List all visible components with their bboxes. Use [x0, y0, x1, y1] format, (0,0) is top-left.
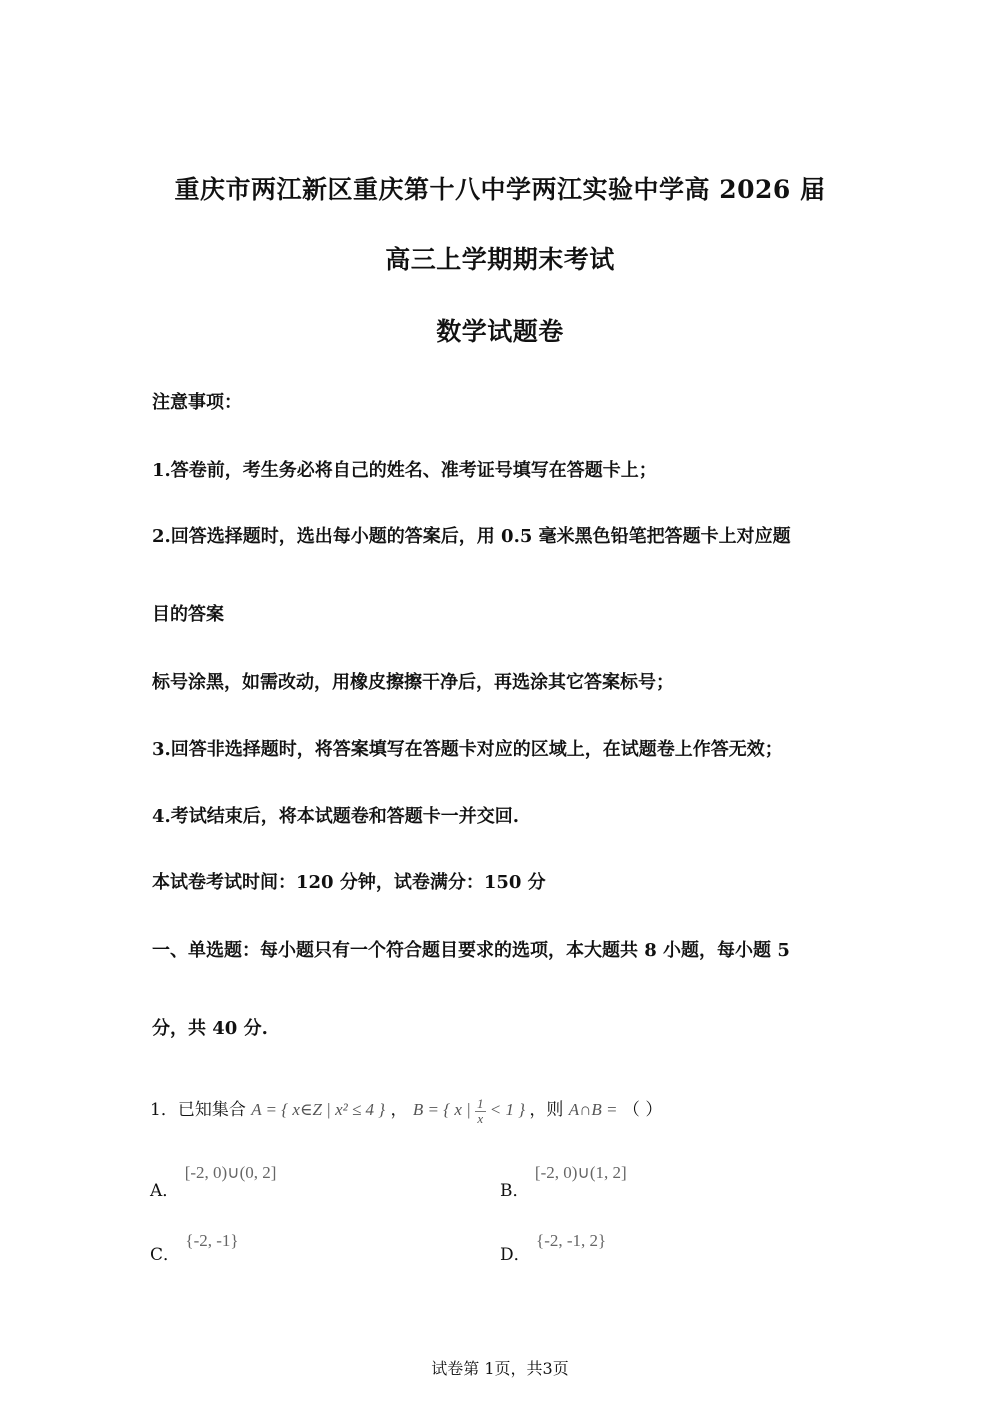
set-b-left: B = { x | [412, 1100, 471, 1119]
notice-heading: 注意事项： [152, 392, 242, 413]
notice-item-4: 4.考试结束后，将本试题卷和答题卡一并交回. [152, 806, 520, 827]
intersection-expr: A∩B = [568, 1100, 618, 1119]
section-heading-cont: 分，共 40 分. [152, 1018, 268, 1039]
page-footer: 试卷第 1页，共3页 [431, 1359, 569, 1378]
notice-item-3: 3.回答非选择题时，将答案填写在答题卡对应的区域上，在试题卷上作答无效； [152, 739, 783, 760]
option-a[interactable] [150, 1163, 277, 1201]
option-b-value: [-2, 0)∪(1, 2] [534, 1163, 627, 1182]
exam-title-line2: 高三上学期期末考试 [385, 245, 615, 274]
option-c[interactable] [150, 1231, 239, 1265]
notice-item-2-cont2: 标号涂黑，如需改动，用橡皮擦擦干净后，再选涂其它答案标号； [152, 672, 674, 693]
notice-item-2: 2.回答选择题时，选出每小题的答案后，用 0.5 毫米黑色铅笔把答题卡上对应题 [152, 526, 791, 547]
option-b-label: B． [500, 1181, 530, 1201]
option-d-value: {-2, -1, 2} [536, 1231, 607, 1250]
question-1 [150, 1095, 662, 1126]
answer-paren: （ ） [622, 1100, 663, 1120]
exam-time-info: 本试卷考试时间：120 分钟，试卷满分：150 分 [152, 872, 546, 893]
option-c-label: C． [150, 1245, 181, 1265]
option-d-label: D． [500, 1245, 531, 1265]
exam-title-line3: 数学试题卷 [436, 317, 564, 346]
question-1-prefix: 1．已知集合 [150, 1100, 246, 1120]
set-b-formula [412, 1095, 529, 1126]
set-b-fraction [475, 1097, 486, 1126]
option-a-value: [-2, 0)∪(0, 2] [184, 1163, 277, 1182]
option-a-label: A． [150, 1181, 180, 1201]
fraction-numerator: 1 [477, 1095, 484, 1111]
option-c-value: {-2, -1} [185, 1231, 239, 1250]
exam-title-line1: 重庆市两江新区重庆第十八中学两江实验中学高 2026 届 [174, 175, 826, 204]
question-1-suffix: ，则 [529, 1100, 564, 1120]
set-a-formula: A = { x∈Z | x² ≤ 4 } [251, 1100, 386, 1119]
option-d[interactable] [500, 1231, 607, 1265]
fraction-denominator: x [477, 1110, 484, 1126]
notice-item-1: 1.答卷前，考生务必将自己的姓名、准考证号填写在答题卡上； [152, 460, 657, 481]
option-b[interactable] [500, 1163, 627, 1201]
notice-item-2-cont: 目的答案 [152, 604, 224, 625]
set-b-right: < 1 } [489, 1100, 526, 1119]
question-1-comma: ， [390, 1100, 408, 1120]
section-heading: 一、单选题：每小题只有一个符合题目要求的选项，本大题共 8 小题，每小题 5 [152, 940, 790, 961]
